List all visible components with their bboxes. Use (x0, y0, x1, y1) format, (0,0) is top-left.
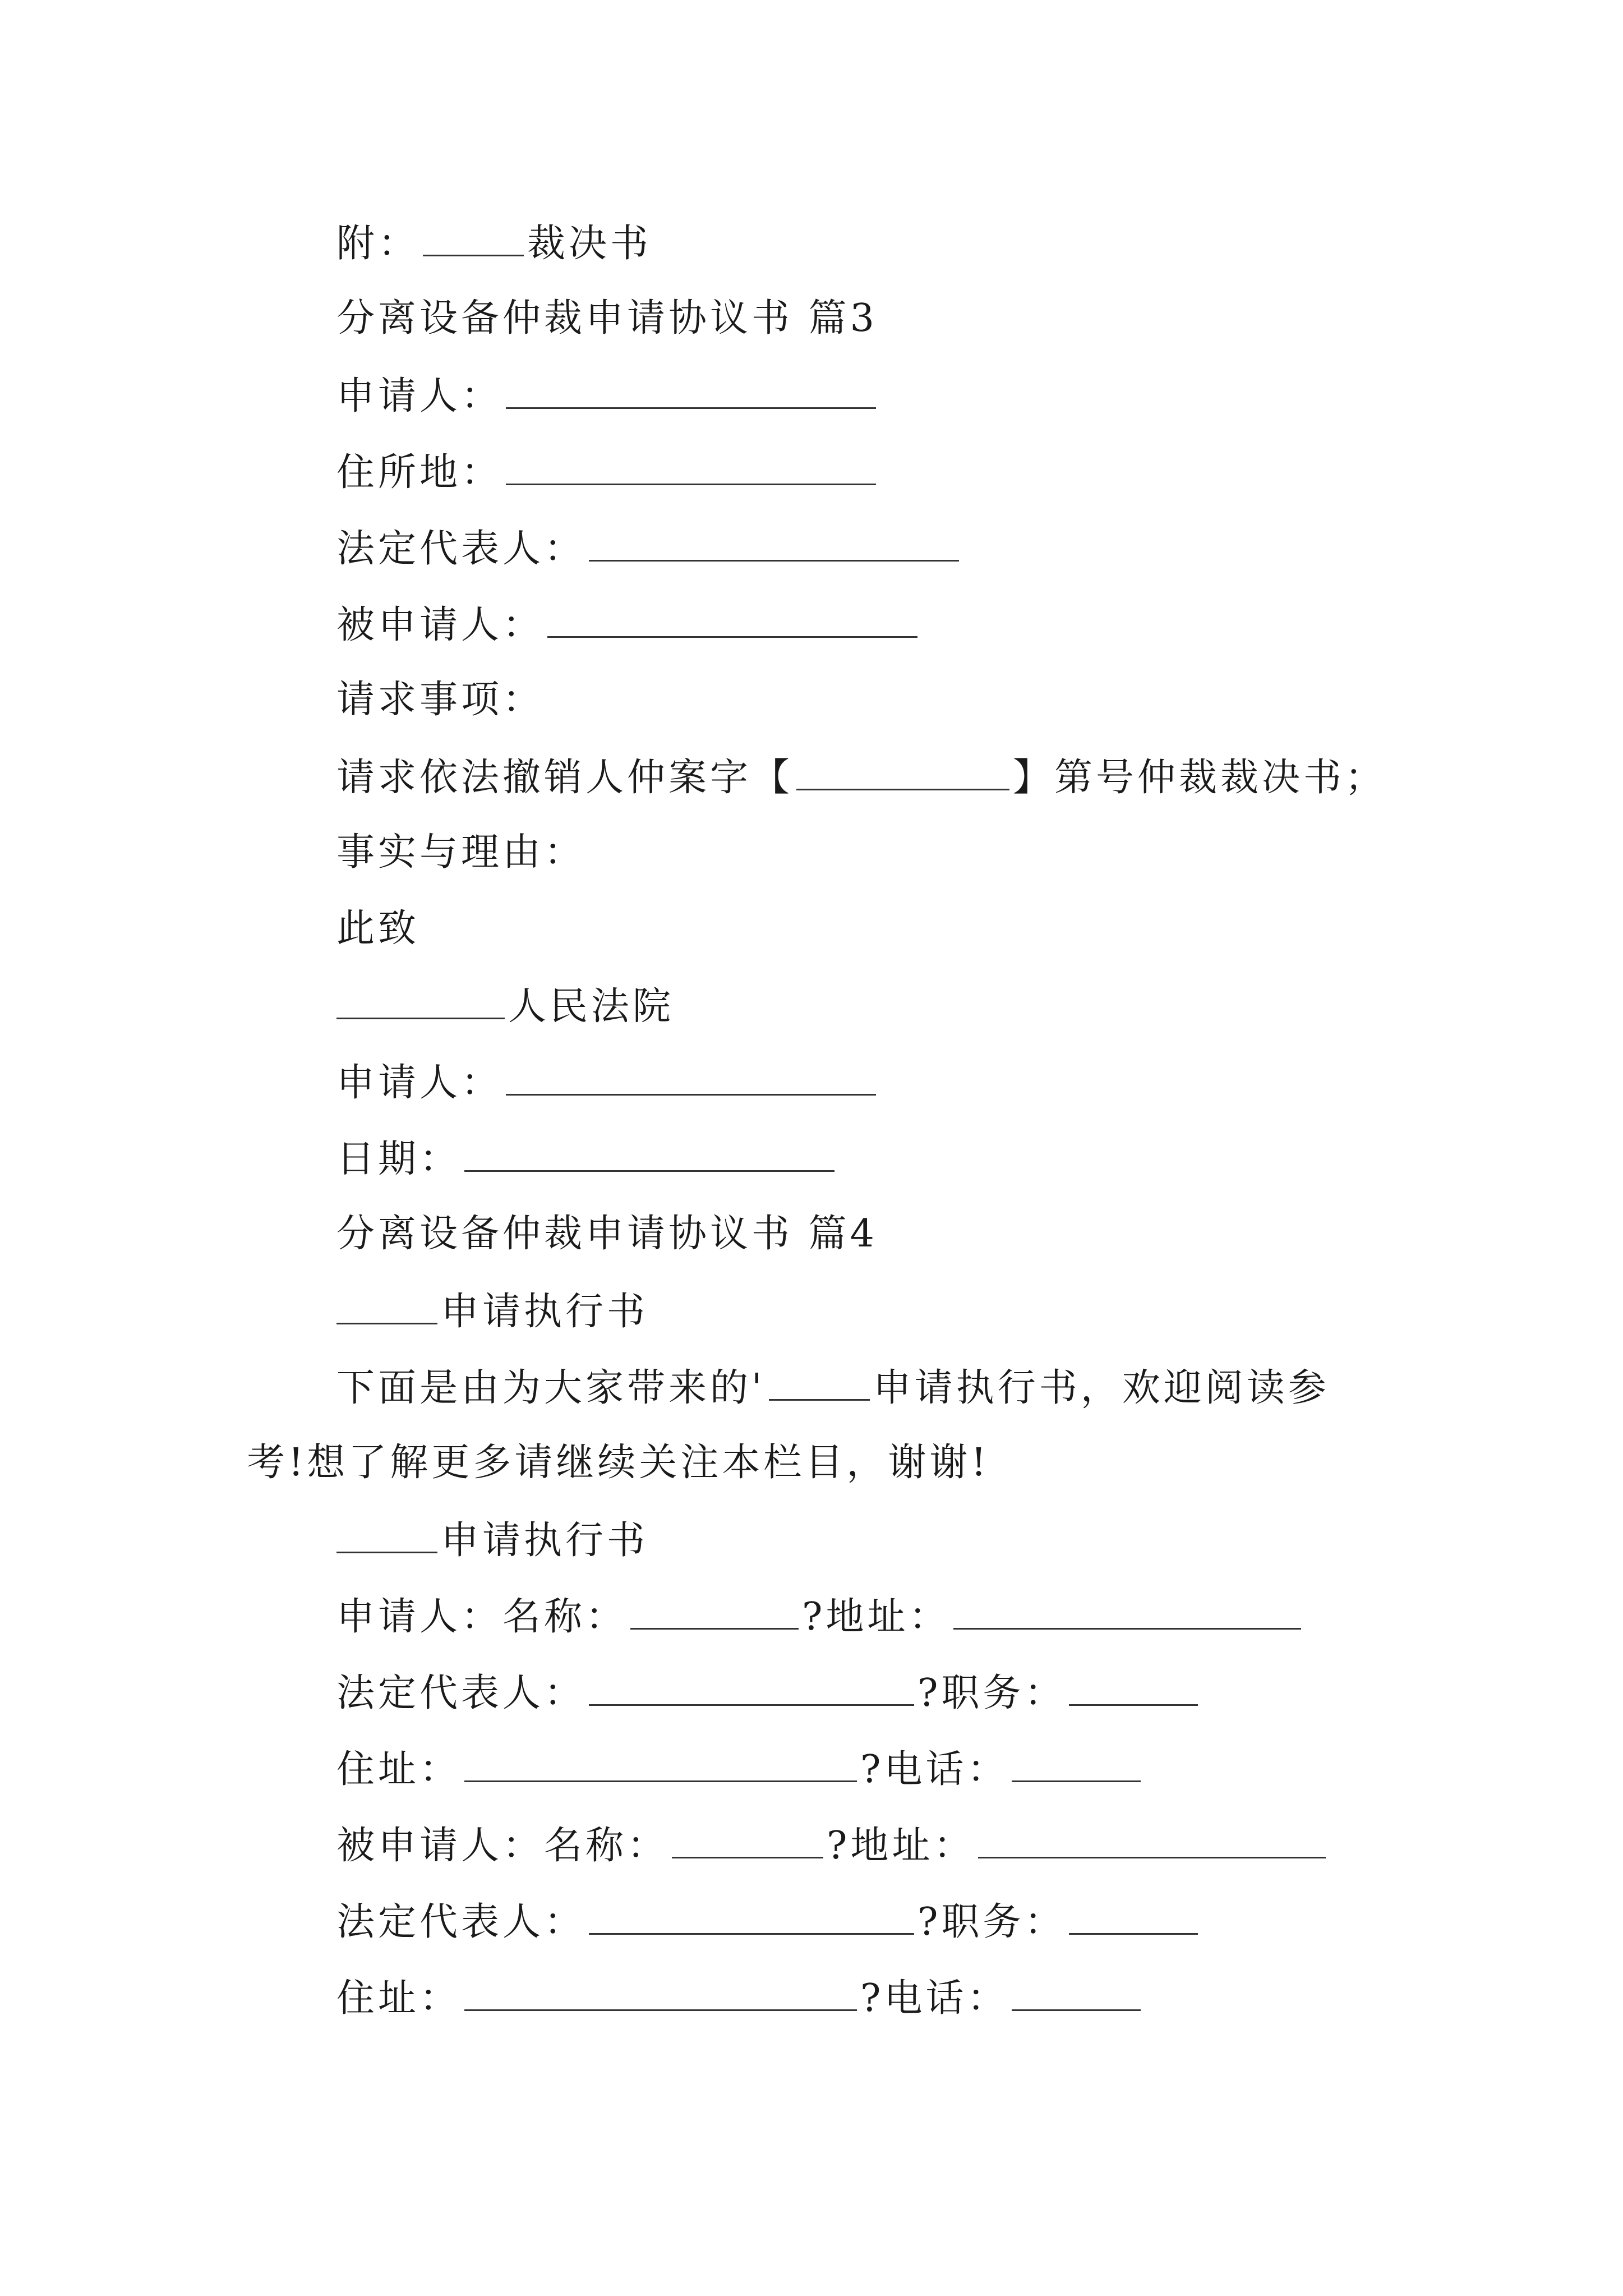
section-title-3: 分离设备仲裁申请协议书 篇3 (336, 296, 878, 341)
exec-applicant-address-label: ?地址： (802, 1595, 951, 1639)
applicant-blank[interactable] (506, 372, 876, 409)
intro-prefix: 下面是由为大家带来的' (336, 1366, 766, 1410)
intro-line-1 (336, 1364, 1330, 1411)
domicile-blank[interactable] (506, 449, 876, 485)
attachment-line (336, 220, 652, 266)
exec-residence-blank[interactable] (464, 1746, 857, 1782)
execution-title-label: 申请执行书 (441, 1290, 649, 1334)
exec-phone-label: ?电话： (860, 1747, 1009, 1792)
salutation: 此致 (336, 907, 420, 951)
exec-respondent-phone-label: ?电话： (860, 1976, 1009, 2021)
exec-respondent-phone-blank[interactable] (1012, 1975, 1141, 2011)
execution-subtitle-label: 申请执行书 (441, 1519, 649, 1563)
exec-legal-rep-blank[interactable] (589, 1669, 914, 1706)
intro-suffix: 申请执行书，欢迎阅读参 (873, 1366, 1330, 1410)
exec-applicant-name-blank[interactable] (630, 1593, 799, 1630)
legal-rep-line (336, 525, 962, 572)
intro-line-2: 考!想了解更多请继续关注本栏目，谢谢! (247, 1441, 990, 1485)
respondent-label: 被申请人： (336, 603, 545, 647)
claim-prefix: 请求依法撤销人仲案字【 (336, 756, 794, 800)
attachment-label: 附： (336, 222, 420, 266)
signature-applicant-label: 申请人： (336, 1061, 503, 1105)
exec-respondent-position-label: ?职务： (917, 1900, 1066, 1944)
execution-subtitle-blank[interactable] (336, 1517, 437, 1553)
date-label: 日期： (336, 1137, 462, 1181)
exec-legal-rep-position-label: ?职务： (917, 1671, 1066, 1715)
signature-applicant-blank[interactable] (506, 1059, 876, 1096)
section-title-4: 分离设备仲裁申请协议书 篇4 (336, 1212, 878, 1256)
claim-suffix: 】第号仲裁裁决书； (1013, 756, 1387, 800)
claims-heading: 请求事项： (336, 678, 545, 722)
court-blank[interactable] (336, 983, 505, 1019)
facts-heading: 事实与理由： (336, 830, 586, 875)
applicant-label: 申请人： (336, 374, 503, 418)
exec-applicant-name-label: 申请人：名称： (336, 1595, 628, 1639)
court-label: 人民法院 (508, 984, 675, 1029)
legal-rep-label: 法定代表人： (336, 527, 586, 571)
exec-phone-blank[interactable] (1012, 1746, 1141, 1782)
date-blank[interactable] (464, 1135, 834, 1172)
blank-field[interactable] (423, 220, 524, 256)
exec-respondent-name-blank[interactable] (672, 1822, 823, 1858)
exec-legal-rep-position-blank[interactable] (1069, 1669, 1198, 1706)
exec-respondent-name-label: 被申请人：名称： (336, 1824, 669, 1868)
exec-respondent-residence-blank[interactable] (464, 1975, 857, 2011)
exec-residence-line (336, 1746, 1144, 1792)
exec-respondent-legal-rep-line (336, 1898, 1201, 1945)
exec-respondent-position-blank[interactable] (1069, 1898, 1198, 1935)
domicile-label: 住所地： (336, 450, 503, 495)
exec-applicant-line (336, 1593, 1304, 1640)
exec-respondent-address-label: ?地址： (827, 1824, 975, 1868)
exec-respondent-legal-rep-label: 法定代表人： (336, 1900, 586, 1944)
attachment-suffix: 裁决书 (527, 222, 652, 266)
execution-title (336, 1288, 648, 1335)
execution-subtitle (336, 1517, 648, 1563)
execution-title-blank[interactable] (336, 1288, 437, 1324)
court-line (336, 983, 674, 1029)
respondent-line (336, 601, 921, 648)
exec-residence-label: 住址： (336, 1747, 462, 1792)
case-number-blank[interactable] (796, 754, 1009, 790)
respondent-blank[interactable] (547, 601, 917, 638)
exec-respondent-line (336, 1822, 1329, 1869)
exec-legal-rep-line (336, 1669, 1201, 1716)
exec-respondent-residence-line (336, 1975, 1144, 2021)
legal-rep-blank[interactable] (589, 525, 959, 562)
date-line (336, 1135, 838, 1182)
domicile-line (336, 449, 879, 495)
exec-legal-rep-label: 法定代表人： (336, 1671, 586, 1715)
exec-respondent-address-blank[interactable] (978, 1822, 1326, 1858)
exec-applicant-address-blank[interactable] (953, 1593, 1301, 1630)
exec-respondent-residence-label: 住址： (336, 1976, 462, 2021)
applicant-line (336, 372, 879, 419)
signature-applicant-line (336, 1059, 879, 1106)
intro-blank[interactable] (769, 1364, 870, 1401)
claim-line (336, 754, 1386, 800)
exec-respondent-legal-rep-blank[interactable] (589, 1898, 914, 1935)
